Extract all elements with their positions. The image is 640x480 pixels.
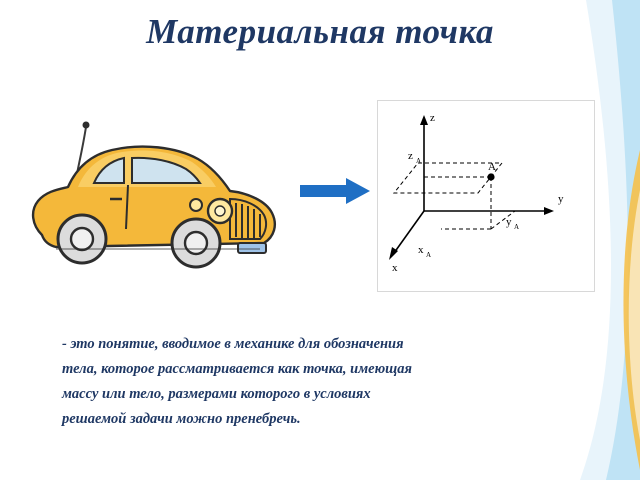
right-arrow-icon: [300, 178, 372, 204]
svg-text:z: z: [430, 112, 435, 124]
svg-text:A: A: [426, 251, 432, 259]
slide-title: Материальная точка: [146, 12, 494, 51]
coordinate-diagram: [377, 100, 595, 292]
caption-line-1: - это понятие, вводимое в механике для обозначения: [62, 336, 404, 352]
car-image: [16, 107, 296, 284]
svg-text:x: x: [392, 262, 398, 274]
svg-text:A: A: [514, 223, 520, 231]
caption-line-4: решаемой задачи можно пренебречь.: [62, 411, 301, 427]
caption-line-2: тела, которое рассматривается как точка, имеющая: [62, 361, 412, 377]
svg-text:x: x: [418, 244, 424, 256]
diagram-image: [378, 101, 592, 289]
car-illustration: [16, 107, 296, 284]
slide-caption: [62, 332, 542, 432]
svg-text:z: z: [408, 150, 413, 162]
svg-text:A: A: [488, 161, 496, 173]
svg-text:A: A: [416, 157, 422, 165]
caption-line-3: массу или тело, размерами которого в условиях: [62, 386, 371, 402]
svg-text:y: y: [558, 193, 564, 205]
svg-text:y: y: [506, 216, 512, 228]
